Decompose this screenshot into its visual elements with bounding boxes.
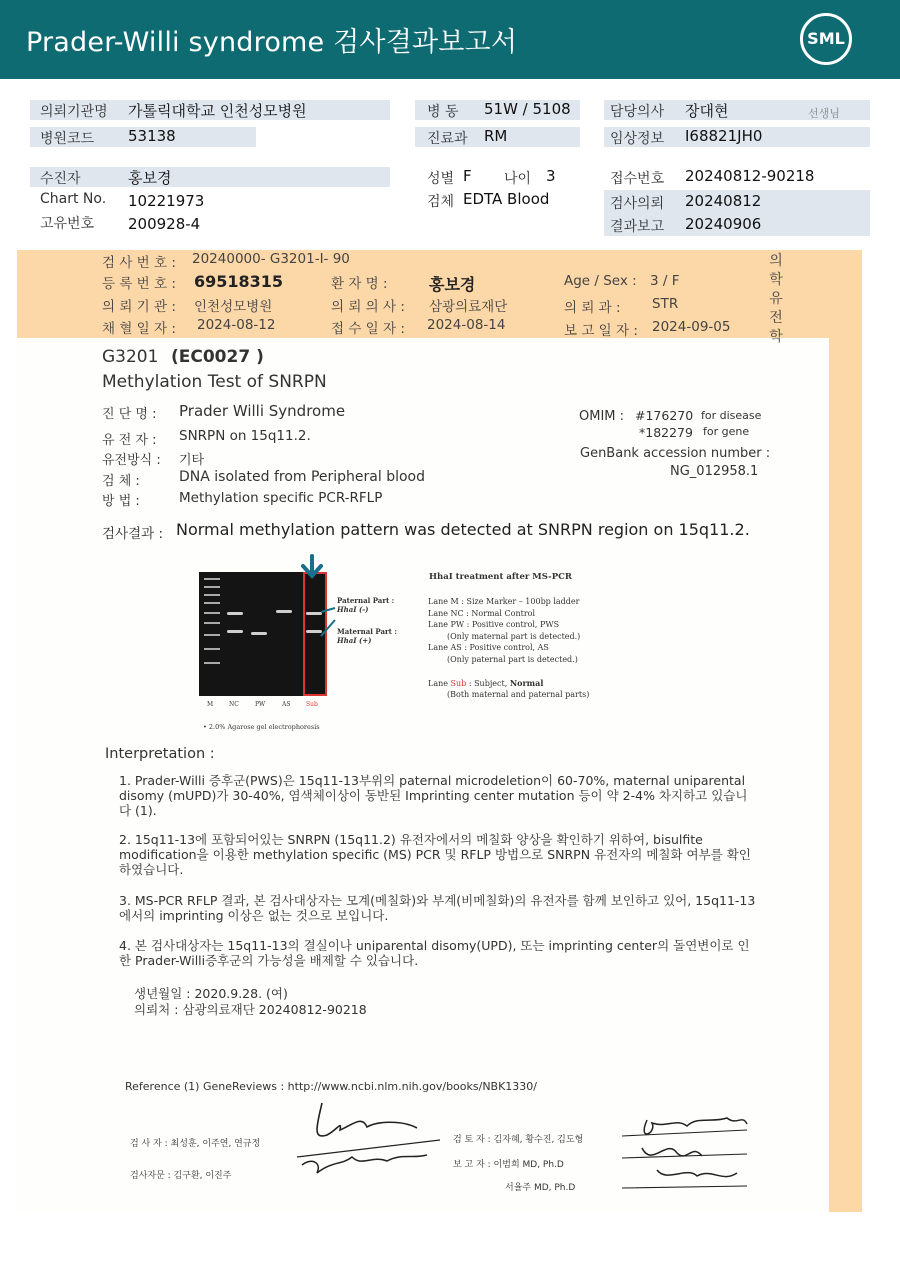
- result-date-label: 결과보고: [610, 219, 665, 235]
- dept-value: RM: [484, 127, 508, 145]
- omim-disease-note: for disease: [701, 409, 762, 422]
- ladder-band: [204, 594, 220, 596]
- genbank-value: NG_012958.1: [670, 464, 759, 479]
- age-label: 나이: [504, 171, 532, 187]
- genbank-label: GenBank accession number :: [580, 446, 771, 461]
- reporter-2: 서율주 MD, Ph.D: [505, 1183, 576, 1193]
- test-code-ec: (EC0027 ): [171, 347, 264, 367]
- agesex-value: 3 / F: [650, 273, 680, 289]
- reg-no-label: 등 록 번 호 :: [102, 276, 176, 292]
- req-dept-label: 의 뢰 과 :: [564, 300, 621, 316]
- patient-value: 홍보경: [128, 169, 172, 187]
- request-value: 20240812: [685, 192, 762, 210]
- maternal-sub: HhaI (+): [337, 636, 372, 645]
- legend-subject-prefix: Lane: [428, 679, 451, 688]
- lane-label-as: AS: [282, 701, 291, 708]
- report-header: [0, 0, 900, 79]
- report-date: 2024-09-05: [652, 319, 731, 335]
- requester: 의뢰처 : 삼광의료재단 20240812-90218: [134, 1002, 367, 1017]
- req-doc-label: 의 뢰 의 사 :: [331, 299, 405, 315]
- gel-caption: • 2.0% Agarose gel electrophoresis: [203, 723, 320, 731]
- age-value: 3: [546, 167, 556, 185]
- ladder-band: [204, 586, 220, 588]
- ladder-band: [204, 602, 220, 604]
- exam-no-label: 검 사 번 호 :: [102, 255, 176, 271]
- gel-image: [199, 572, 327, 696]
- paternal-sub: HhaI (-): [337, 605, 369, 614]
- interp-paragraph-4: 4. 본 검사대상자는 15q11-13의 결실이나 uniparental disomy(UPD), 또는 imprinting center의 돌연변이로 인한 Prader-Willi증후군의 가능성을 배제할 수 있습니다.: [119, 938, 750, 968]
- chart-label: Chart No.: [40, 191, 107, 207]
- examiner-signature: [292, 1095, 442, 1180]
- logo-text: SML: [807, 29, 845, 48]
- receipt-value: 20240812-90218: [685, 167, 815, 185]
- sex-label: 성별: [427, 171, 455, 187]
- clinical-value: I68821JH0: [685, 127, 763, 145]
- specimen-value: DNA isolated from Peripheral blood: [179, 469, 426, 485]
- dept-vertical-label: 의학유전학: [769, 253, 783, 345]
- method-label: 방 법 :: [102, 494, 140, 509]
- legend-line: (Only paternal part is detected.): [447, 655, 578, 664]
- ward-value: 51W / 5108: [484, 100, 571, 118]
- ladder-band: [204, 648, 220, 650]
- gene-label: 유 전 자 :: [102, 433, 157, 448]
- ward-label: 병 동: [427, 104, 459, 120]
- legend-line: (Only maternal part is detected.): [447, 632, 581, 641]
- nc-maternal-band: [227, 630, 243, 633]
- advisor: 검사자문 : 김구환, 이진주: [130, 1171, 232, 1181]
- nc-paternal-band: [227, 612, 243, 615]
- req-inst-label: 의 뢰 기 관 :: [102, 299, 176, 315]
- ladder-band: [204, 662, 220, 664]
- reg-no: 69518315: [194, 272, 284, 291]
- info-bar: [30, 167, 390, 187]
- doctor-label: 담당의사: [610, 104, 665, 120]
- hospital-code-value: 53138: [128, 127, 176, 145]
- doctor-suffix: 선생님: [808, 107, 840, 120]
- reviewer-signature: [617, 1108, 752, 1193]
- reference: Reference (1) GeneReviews : http://www.ncbi.nlm.nih.gov/books/NBK1330/: [125, 1080, 538, 1093]
- specimen-label: 검체: [427, 194, 455, 210]
- omim-gene-note: for gene: [703, 425, 750, 438]
- test-name: Methylation Test of SNRPN: [102, 372, 327, 392]
- method-value: Methylation specific PCR-RFLP: [179, 490, 383, 506]
- lane-label-m: M: [207, 701, 214, 708]
- unique-label: 고유번호: [40, 216, 95, 232]
- request-label: 검사의뢰: [610, 196, 665, 212]
- reviewer: 검 토 자 : 김자혜, 황수진, 김도형: [453, 1135, 584, 1145]
- req-doc: 삼광의료재단: [429, 299, 508, 315]
- diag-value: Prader Willi Syndrome: [179, 402, 346, 420]
- sml-logo: [800, 13, 852, 65]
- unique-value: 200928-4: [128, 215, 201, 233]
- pointer-line-icon: [319, 606, 339, 646]
- dept-label: 진료과: [427, 131, 468, 147]
- lane-label-pw: PW: [255, 701, 266, 708]
- legend-subject-rest: : Subject,: [466, 679, 510, 688]
- result-label: 검사결과 :: [102, 526, 164, 542]
- report-date-label: 보 고 일 자 :: [564, 323, 638, 339]
- lane-label-nc: NC: [229, 701, 239, 708]
- legend-subject-sub: Sub: [450, 679, 467, 688]
- req-inst: 인천성모병원: [194, 299, 273, 315]
- collect-date: 2024-08-12: [197, 317, 276, 333]
- legend-title: HhaI treatment after MS-PCR: [429, 572, 572, 582]
- institution-label: 의뢰기관명: [40, 104, 108, 120]
- omim-gene: *182279: [639, 425, 693, 440]
- result-date-value: 20240906: [685, 215, 762, 233]
- legend-line: Lane AS : Positive control, AS: [428, 643, 549, 652]
- specimen-value: EDTA Blood: [463, 190, 550, 208]
- patient-name-label: 환 자 명 :: [331, 276, 388, 292]
- receive-label: 접 수 일 자 :: [331, 321, 405, 337]
- hospital-code-label: 병원코드: [40, 131, 95, 147]
- receipt-label: 접수번호: [610, 171, 665, 187]
- as-paternal-band: [276, 610, 292, 613]
- legend-line: Lane PW : Positive control, PWS: [428, 620, 560, 629]
- ladder-band: [204, 634, 220, 636]
- paternal-label: Paternal Part :: [337, 596, 395, 605]
- gene-value: SNRPN on 15q11.2.: [179, 428, 311, 444]
- exam-no: 20240000- G3201-I- 90: [192, 251, 350, 267]
- interp-paragraph-2: 2. 15q11-13에 포함되어있는 SNRPN (15q11.2) 유전자에서의 메칠화 양상을 확인하기 위하여, bisulfite modification을 이용한 methylation specific (MS) PCR 및 RFLP 방법으로 SNRPN 유전자의 메칠화 여부를 확인하였습니다.: [119, 832, 751, 877]
- inherit-label: 유전방식 :: [102, 453, 161, 468]
- test-code: G3201: [102, 347, 159, 367]
- pw-maternal-band: [251, 632, 267, 635]
- collect-label: 채 혈 일 자 :: [102, 321, 176, 337]
- legend-subject: [428, 678, 543, 688]
- legend-subject-normal: Normal: [509, 678, 544, 688]
- maternal-label: Maternal Part :: [337, 627, 397, 636]
- interp-title: Interpretation :: [105, 746, 215, 762]
- reporter: 보 고 자 : 이범희 MD, Ph.D: [453, 1160, 564, 1170]
- examiner: 검 사 자 : 최성훈, 이주연, 연규정: [130, 1139, 261, 1149]
- diag-label: 진 단 명 :: [102, 407, 157, 422]
- result-text: Normal methylation pattern was detected at SNRPN region on 15q11.2.: [176, 520, 750, 539]
- scanned-report: [17, 250, 862, 1212]
- lane-label-sub: Sub: [306, 701, 318, 708]
- legend-line: Lane M : Size Marker – 100bp ladder: [428, 597, 580, 606]
- chart-value: 10221973: [128, 192, 205, 210]
- report-side-band: [829, 250, 862, 1212]
- req-dept: STR: [652, 296, 679, 312]
- patient-name: 홍보경: [429, 275, 476, 294]
- interp-paragraph-1: 1. Prader-Willi 증후군(PWS)은 15q11-13부위의 paternal microdeletion이 60-70%, maternal uniparental disomy (mUPD)가 30-40%, 염색체이상이 동반된 Imprinting center mutation 등이 약 2-4% 차지하고 있습니다 (1).: [119, 773, 748, 818]
- legend-line: Lane NC : Normal Control: [428, 609, 536, 618]
- ladder-band: [204, 622, 220, 624]
- inherit-value: 기타: [179, 453, 205, 468]
- birth-date: 생년월일 : 2020.9.28. (여): [134, 986, 288, 1001]
- specimen-label: 검 체 :: [102, 474, 140, 489]
- receive-date: 2024-08-14: [427, 317, 506, 333]
- interp-paragraph-3: 3. MS-PCR RFLP 결과, 본 검사대상자는 모계(메칠화)와 부계(비메칠화)의 유전자를 함께 보인하고 있어, 15q11-13에서의 imprinting 이상은 없는 것으로 보입니다.: [119, 893, 756, 923]
- ladder-band: [204, 612, 220, 614]
- omim-disease: #176270: [635, 408, 694, 423]
- arrow-down-icon: [297, 554, 327, 580]
- agesex-label: Age / Sex :: [564, 273, 637, 289]
- doctor-value: 장대현: [685, 102, 729, 120]
- sex-value: F: [463, 167, 472, 185]
- patient-label: 수진자: [40, 171, 81, 187]
- institution-value: 가톨릭대학교 인천성모병원: [128, 102, 307, 120]
- legend-subject-note: (Both maternal and paternal parts): [447, 690, 590, 699]
- ladder-band: [204, 578, 220, 580]
- clinical-label: 임상정보: [610, 131, 665, 147]
- report-title: Prader-Willi syndrome 검사결과보고서: [26, 27, 518, 58]
- omim-label: OMIM :: [579, 409, 625, 424]
